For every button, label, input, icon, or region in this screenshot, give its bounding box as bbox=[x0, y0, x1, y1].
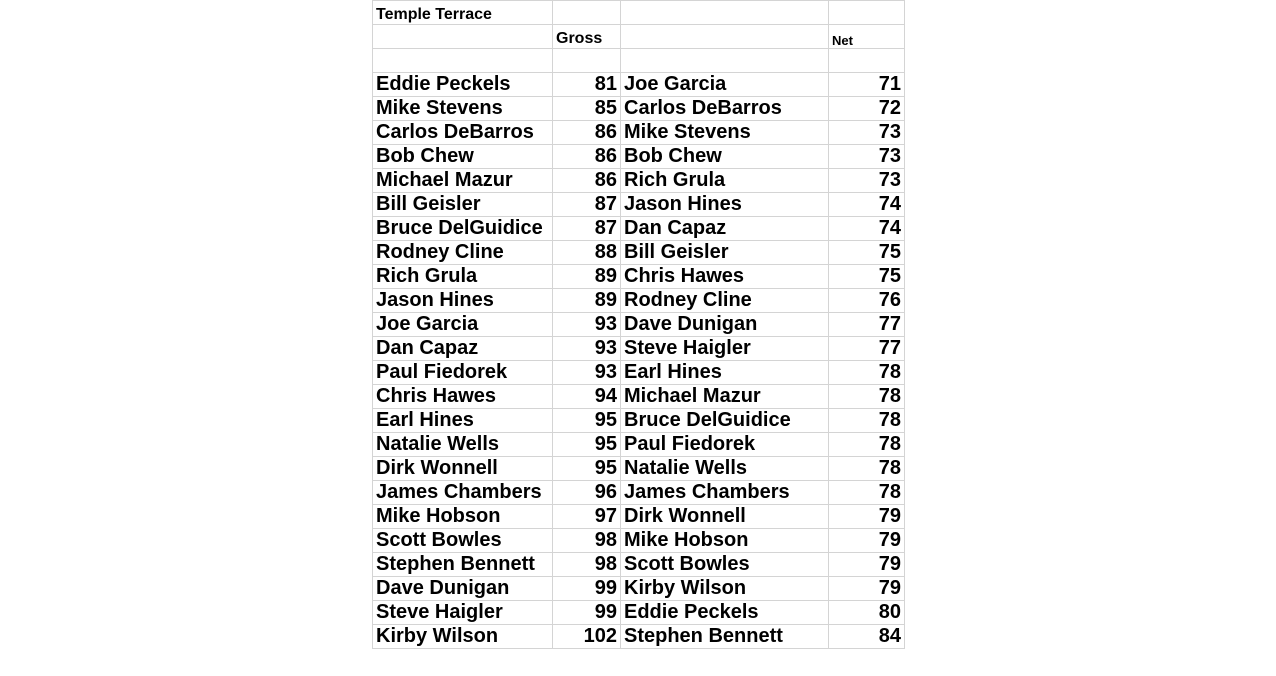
empty-cell[interactable] bbox=[373, 49, 553, 73]
net-score-cell[interactable]: 78 bbox=[829, 433, 905, 457]
gross-name-cell[interactable]: Jason Hines bbox=[373, 289, 553, 313]
net-score-cell[interactable]: 71 bbox=[829, 73, 905, 97]
net-name-cell[interactable]: Joe Garcia bbox=[621, 73, 829, 97]
title-row bbox=[373, 1, 905, 25]
gross-name-cell[interactable]: Bob Chew bbox=[373, 145, 553, 169]
net-score-cell[interactable]: 74 bbox=[829, 193, 905, 217]
net-score-cell[interactable]: 78 bbox=[829, 409, 905, 433]
net-name-cell[interactable]: Eddie Peckels bbox=[621, 601, 829, 625]
net-name-cell[interactable]: Bill Geisler bbox=[621, 241, 829, 265]
gross-name-cell[interactable]: Paul Fiedorek bbox=[373, 361, 553, 385]
net-score-cell[interactable]: 84 bbox=[829, 625, 905, 649]
table-row bbox=[373, 505, 905, 529]
gross-score-cell[interactable]: 98 bbox=[553, 529, 621, 553]
gross-score-cell[interactable]: 86 bbox=[553, 121, 621, 145]
table-row bbox=[373, 97, 905, 121]
empty-cell[interactable] bbox=[373, 25, 553, 49]
table-row bbox=[373, 361, 905, 385]
gross-score-cell[interactable]: 87 bbox=[553, 193, 621, 217]
net-name-cell[interactable]: Dan Capaz bbox=[621, 217, 829, 241]
gross-score-cell[interactable]: 98 bbox=[553, 553, 621, 577]
net-name-cell[interactable]: Jason Hines bbox=[621, 193, 829, 217]
gross-score-cell[interactable]: 94 bbox=[553, 385, 621, 409]
net-score-cell[interactable]: 72 bbox=[829, 97, 905, 121]
table-row bbox=[373, 553, 905, 577]
net-score-cell[interactable]: 74 bbox=[829, 217, 905, 241]
empty-cell[interactable] bbox=[829, 49, 905, 73]
net-score-cell[interactable]: 75 bbox=[829, 241, 905, 265]
net-score-cell[interactable]: 75 bbox=[829, 265, 905, 289]
gross-score-cell[interactable]: 89 bbox=[553, 289, 621, 313]
gross-name-cell[interactable]: James Chambers bbox=[373, 481, 553, 505]
net-name-cell[interactable]: Stephen Bennett bbox=[621, 625, 829, 649]
gross-name-cell[interactable]: Natalie Wells bbox=[373, 433, 553, 457]
gross-name-cell[interactable]: Steve Haigler bbox=[373, 601, 553, 625]
net-name-cell[interactable]: Dave Dunigan bbox=[621, 313, 829, 337]
empty-cell[interactable] bbox=[621, 25, 829, 49]
gross-score-cell[interactable]: 95 bbox=[553, 409, 621, 433]
gross-name-cell[interactable]: Earl Hines bbox=[373, 409, 553, 433]
table-row bbox=[373, 385, 905, 409]
net-name-cell[interactable]: James Chambers bbox=[621, 481, 829, 505]
net-name-cell[interactable]: Scott Bowles bbox=[621, 553, 829, 577]
net-name-cell[interactable]: Natalie Wells bbox=[621, 457, 829, 481]
gross-score-cell[interactable]: 86 bbox=[553, 169, 621, 193]
net-header[interactable]: Net bbox=[829, 25, 905, 49]
table-row bbox=[373, 577, 905, 601]
net-score-cell[interactable]: 78 bbox=[829, 481, 905, 505]
net-score-cell[interactable]: 77 bbox=[829, 337, 905, 361]
net-score-cell[interactable]: 80 bbox=[829, 601, 905, 625]
gross-name-cell[interactable]: Rodney Cline bbox=[373, 241, 553, 265]
net-score-cell[interactable]: 79 bbox=[829, 529, 905, 553]
net-score-cell[interactable]: 73 bbox=[829, 169, 905, 193]
table-row bbox=[373, 481, 905, 505]
table-row bbox=[373, 457, 905, 481]
table-row bbox=[373, 217, 905, 241]
net-name-cell[interactable]: Michael Mazur bbox=[621, 385, 829, 409]
gross-score-cell[interactable]: 95 bbox=[553, 433, 621, 457]
table-row bbox=[373, 265, 905, 289]
table-row bbox=[373, 409, 905, 433]
net-name-cell[interactable]: Dirk Wonnell bbox=[621, 505, 829, 529]
gross-score-cell[interactable]: 88 bbox=[553, 241, 621, 265]
table-row bbox=[373, 313, 905, 337]
gross-score-cell[interactable]: 95 bbox=[553, 457, 621, 481]
net-name-cell[interactable]: Mike Stevens bbox=[621, 121, 829, 145]
empty-cell[interactable] bbox=[829, 1, 905, 25]
table-row bbox=[373, 337, 905, 361]
gross-name-cell[interactable]: Stephen Bennett bbox=[373, 553, 553, 577]
table-row bbox=[373, 169, 905, 193]
net-score-cell[interactable]: 79 bbox=[829, 505, 905, 529]
net-name-cell[interactable]: Chris Hawes bbox=[621, 265, 829, 289]
gross-score-cell[interactable]: 81 bbox=[553, 73, 621, 97]
table-row bbox=[373, 433, 905, 457]
gross-name-cell[interactable]: Mike Stevens bbox=[373, 97, 553, 121]
gross-name-cell[interactable]: Michael Mazur bbox=[373, 169, 553, 193]
gross-score-cell[interactable]: 102 bbox=[553, 625, 621, 649]
gross-header[interactable]: Gross bbox=[553, 25, 621, 49]
gross-name-cell[interactable]: Dave Dunigan bbox=[373, 577, 553, 601]
empty-cell[interactable] bbox=[553, 49, 621, 73]
table-row bbox=[373, 529, 905, 553]
gross-score-cell[interactable]: 96 bbox=[553, 481, 621, 505]
gross-score-cell[interactable]: 93 bbox=[553, 361, 621, 385]
gross-score-cell[interactable]: 93 bbox=[553, 313, 621, 337]
gross-name-cell[interactable]: Bill Geisler bbox=[373, 193, 553, 217]
results-sheet bbox=[372, 0, 905, 649]
sheet-title[interactable]: Temple Terrace bbox=[373, 1, 553, 25]
empty-cell[interactable] bbox=[553, 1, 621, 25]
gross-name-cell[interactable]: Kirby Wilson bbox=[373, 625, 553, 649]
net-score-cell[interactable]: 79 bbox=[829, 553, 905, 577]
table-row bbox=[373, 121, 905, 145]
gross-score-cell[interactable]: 99 bbox=[553, 601, 621, 625]
gross-score-cell[interactable]: 85 bbox=[553, 97, 621, 121]
spacer-row bbox=[373, 49, 905, 73]
net-score-cell[interactable]: 78 bbox=[829, 361, 905, 385]
table-row bbox=[373, 73, 905, 97]
table-row bbox=[373, 601, 905, 625]
table-row bbox=[373, 145, 905, 169]
gross-name-cell[interactable]: Bruce DelGuidice bbox=[373, 217, 553, 241]
gross-name-cell[interactable]: Dirk Wonnell bbox=[373, 457, 553, 481]
header-row bbox=[373, 25, 905, 49]
net-name-cell[interactable]: Paul Fiedorek bbox=[621, 433, 829, 457]
empty-cell[interactable] bbox=[621, 49, 829, 73]
table-row bbox=[373, 625, 905, 649]
sheet-body bbox=[373, 1, 905, 649]
gross-name-cell[interactable]: Scott Bowles bbox=[373, 529, 553, 553]
gross-score-cell[interactable]: 86 bbox=[553, 145, 621, 169]
gross-score-cell[interactable]: 99 bbox=[553, 577, 621, 601]
gross-name-cell[interactable]: Mike Hobson bbox=[373, 505, 553, 529]
gross-score-cell[interactable]: 89 bbox=[553, 265, 621, 289]
net-name-cell[interactable]: Steve Haigler bbox=[621, 337, 829, 361]
net-name-cell[interactable]: Kirby Wilson bbox=[621, 577, 829, 601]
gross-name-cell[interactable]: Joe Garcia bbox=[373, 313, 553, 337]
net-score-cell[interactable]: 79 bbox=[829, 577, 905, 601]
gross-name-cell[interactable]: Chris Hawes bbox=[373, 385, 553, 409]
gross-score-cell[interactable]: 87 bbox=[553, 217, 621, 241]
table-row bbox=[373, 241, 905, 265]
gross-name-cell[interactable]: Eddie Peckels bbox=[373, 73, 553, 97]
net-name-cell[interactable]: Carlos DeBarros bbox=[621, 97, 829, 121]
gross-score-cell[interactable]: 97 bbox=[553, 505, 621, 529]
net-name-cell[interactable]: Rich Grula bbox=[621, 169, 829, 193]
net-name-cell[interactable]: Mike Hobson bbox=[621, 529, 829, 553]
net-score-cell[interactable]: 73 bbox=[829, 121, 905, 145]
gross-name-cell[interactable]: Dan Capaz bbox=[373, 337, 553, 361]
gross-name-cell[interactable]: Carlos DeBarros bbox=[373, 121, 553, 145]
net-score-cell[interactable]: 78 bbox=[829, 457, 905, 481]
net-name-cell[interactable]: Rodney Cline bbox=[621, 289, 829, 313]
net-name-cell[interactable]: Bruce DelGuidice bbox=[621, 409, 829, 433]
net-name-cell[interactable]: Earl Hines bbox=[621, 361, 829, 385]
net-score-cell[interactable]: 73 bbox=[829, 145, 905, 169]
empty-cell[interactable] bbox=[621, 1, 829, 25]
net-score-cell[interactable]: 78 bbox=[829, 385, 905, 409]
net-name-cell[interactable]: Bob Chew bbox=[621, 145, 829, 169]
table-row bbox=[373, 289, 905, 313]
table-row bbox=[373, 193, 905, 217]
gross-score-cell[interactable]: 93 bbox=[553, 337, 621, 361]
gross-name-cell[interactable]: Rich Grula bbox=[373, 265, 553, 289]
net-score-cell[interactable]: 76 bbox=[829, 289, 905, 313]
net-score-cell[interactable]: 77 bbox=[829, 313, 905, 337]
